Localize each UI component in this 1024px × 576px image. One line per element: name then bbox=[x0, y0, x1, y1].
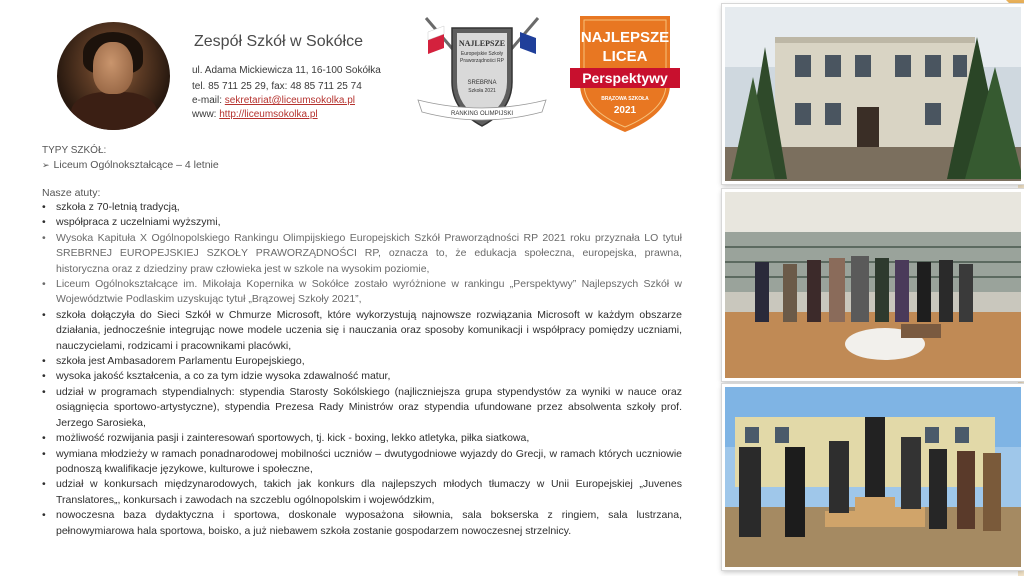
perspektywy-badge bbox=[566, 12, 684, 134]
ranking-olimpijski-badge bbox=[412, 12, 552, 132]
atuty-item: • wysoka jakość kształcenia, a co za tym idzie wysoka zdawalność matur, bbox=[40, 369, 682, 384]
ranking-line2: Europejskie Szkoły bbox=[460, 51, 504, 57]
school-type-item bbox=[42, 159, 219, 171]
atuty-heading: Nasze atuty: bbox=[42, 187, 101, 199]
school-type-label: Liceum Ogólnokształcące – 4 letnie bbox=[53, 159, 219, 171]
email-link[interactable]: sekretariat@liceumsokolka.pl bbox=[224, 95, 355, 106]
atuty-item: • nowoczesna baza dydaktyczna i sportowa, doskonale wyposażona siłownia, sala bokserska z ringiem, sala lustrzana, pełnowymiarowa hala sportowa, boisko, a już niebawem szkoła zostanie gospodarzem nowoczesnej strzelnicy. bbox=[40, 508, 682, 539]
atuty-item: • współpraca z uczelniami wyższymi, bbox=[40, 215, 682, 230]
ranking-line5: Szkoła 2021 bbox=[468, 88, 496, 94]
atuty-item: • Wysoka Kapituła X Ogólnopolskiego Rankingu Olimpijskiego Europejskich Szkół Praworządności RP 2021 roku przyznała LO tytuł SREBRNEJ EUROPEJSKIEJ SZKOŁY PRAWORZĄDNOŚCI RP, oznacza to, że edukacja społeczna, europejska, prawna, historyczna oraz z dziedziny praw człowieka jest w szkole na wysokim poziomie, bbox=[40, 231, 682, 277]
arrow-bullet-icon: ➢ bbox=[42, 160, 50, 170]
perspektywy-line2: LICEA bbox=[602, 48, 648, 65]
school-www-row bbox=[192, 108, 318, 122]
school-phone: tel. 85 711 25 29, fax: 48 85 711 25 74 bbox=[192, 81, 362, 92]
school-address: ul. Adama Mickiewicza 11, 16-100 Sokółka bbox=[192, 65, 381, 76]
ranking-line4: SREBRNA bbox=[467, 80, 497, 86]
perspektywy-line4: BRĄZOWA SZKOŁA bbox=[601, 96, 649, 102]
atuty-item: • szkoła dołączyła do Sieci Szkół w Chmurze Microsoft, które wykorzystują najnowsze rozwiązania Microsoft w każdym obszarze działania, jednocześnie integrując nowe modele uczenia się i nauczania oraz sposoby komunikacji i współpracy pomiędzy uczniami, nauczycielami, rodzicami i pracownikami placówki, bbox=[40, 308, 682, 354]
perspektywy-line3: Perspektywy bbox=[582, 70, 668, 86]
atuty-item: • wymiana młodzieży w ramach ponadnarodowej mobilności uczniów – dwutygodniowe wyjazdy do Grecji, w ramach których uczniowie podnoszą kwalifikacje językowe, kulturowe i społeczne, bbox=[40, 447, 682, 478]
atuty-list bbox=[40, 200, 682, 539]
school-building-photo bbox=[722, 4, 1024, 184]
atuty-item: • szkoła z 70-letnią tradycją, bbox=[40, 200, 682, 215]
ranking-line3: Praworządności RP bbox=[460, 58, 504, 64]
ranking-ribbon-text: RANKING OLIMPIJSKI bbox=[450, 111, 514, 117]
patron-portrait bbox=[57, 22, 170, 130]
school-types-heading: TYPY SZKÓŁ: bbox=[42, 145, 107, 156]
podium-ceremony-photo bbox=[722, 384, 1024, 570]
atuty-item: • Liceum Ogólnokształcące im. Mikołaja Kopernika w Sokółce zostało wyróżnione w rankingu „Perspektywy” Najlepszych Szkół w Województwie Podlaskim uzyskując tytuł „Brązowej Szkoły 2021”, bbox=[40, 277, 682, 308]
atuty-item: • możliwość rozwijania pasji i zainteresowań sportowych, tj. kick - boxing, lekko atletyka, piłka siatkowa, bbox=[40, 431, 682, 446]
perspektywy-line1: NAJLEPSZE bbox=[580, 29, 670, 46]
atuty-item: • udział w programach stypendialnych: stypendia Starosty Sokólskiego (najliczniejsza grupa stypendystów za wyniki w nauce oraz osiągnięcia sportowo-artystyczne), stypendia Prezesa Rady Ministrów oraz stypendia ufundowane przez absolwenta szkoły prof. Jerzego Sarosieka, bbox=[40, 385, 682, 431]
www-label: www: bbox=[192, 109, 220, 120]
school-email-row bbox=[192, 94, 355, 108]
email-label: e-mail: bbox=[192, 95, 225, 106]
ranking-line1: NAJLEPSZE bbox=[458, 39, 506, 48]
sports-hall-group-photo bbox=[722, 189, 1024, 381]
www-link[interactable]: http://liceumsokolka.pl bbox=[219, 109, 318, 120]
perspektywy-line5: 2021 bbox=[613, 105, 637, 116]
atuty-item: • udział w konkursach międzynarodowych, takich jak konkurs dla najlepszych młodych tłumaczy w Unii Europejskiej „Juvenes Translatores„, konkursach i zawodach na szczeblu ogólnopolskim i wojewódzkim, bbox=[40, 477, 682, 508]
atuty-item: • szkoła jest Ambasadorem Parlamentu Europejskiego, bbox=[40, 354, 682, 369]
school-name: Zespół Szkół w Sokółce bbox=[194, 33, 363, 50]
